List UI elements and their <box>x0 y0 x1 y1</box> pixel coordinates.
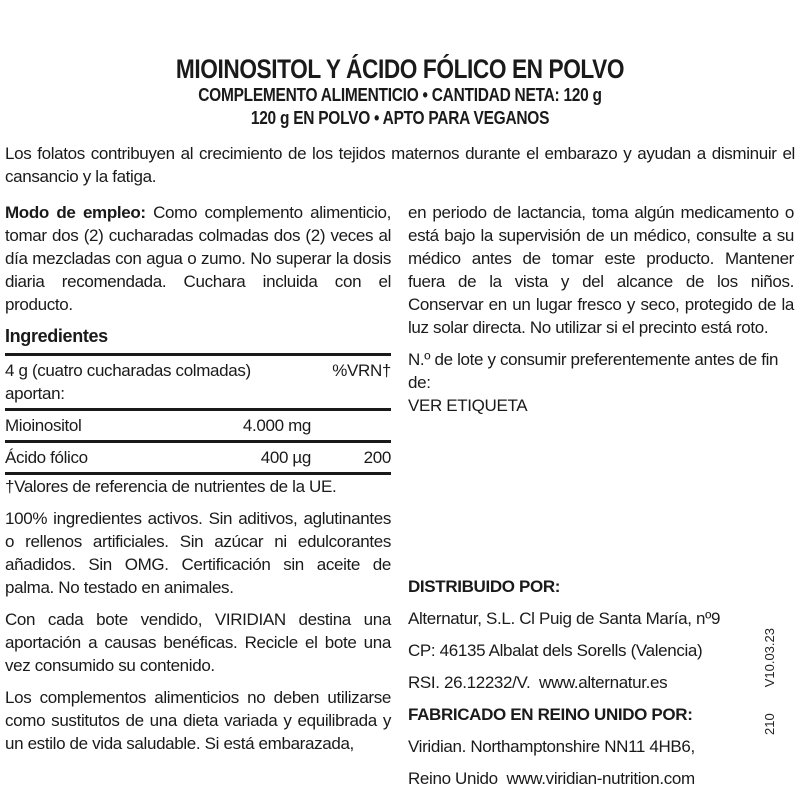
table-row <box>5 443 391 475</box>
right-column <box>408 201 794 799</box>
lot-line: N.º de lote y consumir preferentemente antes de fin de: <box>408 350 779 392</box>
vrn-header-cell: %VRN† <box>332 361 391 380</box>
usage-text: Como complemento alimenticio, tomar dos (2) cucharadas colmadas dos (2) veces al día mezcladas con agua o zumo. No superar la dosis diaria recomendada. Cuchara incluida con el producto. <box>5 203 391 314</box>
columns <box>0 201 800 799</box>
manufacturer-heading: FABRICADO EN REINO UNIDO POR: <box>408 705 693 724</box>
usage-paragraph <box>5 201 391 316</box>
manufacturer-block <box>408 703 794 790</box>
usage-label: Modo de empleo: <box>5 203 146 222</box>
manufacturer-address-line: Reino Unido www.viridian-nutrition.com <box>408 769 695 788</box>
distributor-address-line: Alternatur, S.L. Cl Puig de Santa María, nº9 <box>408 609 721 628</box>
manufacturer-address-line: Viridian. Northamptonshire NN11 4HB6, <box>408 737 695 756</box>
lot-block <box>408 348 794 417</box>
net-quantity-line: COMPLEMENTO ALIMENTICIO • CANTIDAD NETA: 120 g <box>198 85 602 105</box>
nutrition-table <box>5 353 391 475</box>
label-header <box>0 0 800 130</box>
cell-vrn <box>311 414 391 437</box>
serving-header-cell: 4 g (cuatro cucharadas colmadas) aportan: <box>5 361 251 403</box>
table-header-row <box>5 356 391 411</box>
charity-paragraph: Con cada bote vendido, VIRIDIAN destina una aportación a causas benéficas. Recicle el bote una vez consumido su contenido. <box>5 610 391 675</box>
cell-amount: 400 µg <box>260 448 311 467</box>
cell-name: Ácido fólico <box>5 448 88 467</box>
active-ingredients-paragraph: 100% ingredientes activos. Sin aditivos, aglutinantes o rellenos artificiales. Sin azúcar ni edulcorantes añadidos. Sin OMG. Certificación sin aceite de palma. No testado en animales. <box>5 509 391 597</box>
side-version-code <box>762 595 778 735</box>
intro-claim: Los folatos contribuyen al crecimiento de los tejidos maternos durante el embarazo y ayudan a disminuir el cansancio y la fatiga. <box>5 144 795 186</box>
side-code-part1: 210 <box>762 713 777 735</box>
spacer <box>408 417 794 575</box>
left-column <box>5 201 391 799</box>
cell-name: Mioinositol <box>5 416 82 435</box>
distributor-heading: DISTRIBUIDO POR: <box>408 577 561 596</box>
table-footnote: †Valores de referencia de nutrientes de la UE. <box>5 477 337 496</box>
product-title: MIOINOSITOL Y ÁCIDO FÓLICO EN POLVO <box>175 54 625 84</box>
ingredients-heading: Ingredientes <box>5 326 108 346</box>
table-row <box>5 411 391 443</box>
distributor-block <box>408 575 794 694</box>
warning-paragraph: en periodo de lactancia, toma algún medicamento o está bajo la supervisión de un médico, consulte a su médico antes de tomar este producto. Mantener fuera de la vista y del alcance de los niños. Conservar en un lugar fresco y seco, protegido de la luz solar directa. No utilizar si el precinto está roto. <box>408 203 794 337</box>
distributor-address-line: RSI. 26.12232/V. www.alternatur.es <box>408 673 668 692</box>
lot-value: VER ETIQUETA <box>408 396 528 415</box>
disclaimer-paragraph: Los complementos alimenticios no deben utilizarse como sustitutos de una dieta variada y equilibrada y un estilo de vida saludable. Si está embarazada, <box>5 688 391 753</box>
vegan-line: 120 g EN POLVO • APTO PARA VEGANOS <box>250 108 550 128</box>
distributor-address-line: CP: 46135 Albalat dels Sorells (Valencia) <box>408 641 703 660</box>
cell-amount: 4.000 mg <box>242 416 311 435</box>
cell-vrn: 200 <box>363 448 391 467</box>
side-code-part2: V10.03.23 <box>762 628 777 688</box>
